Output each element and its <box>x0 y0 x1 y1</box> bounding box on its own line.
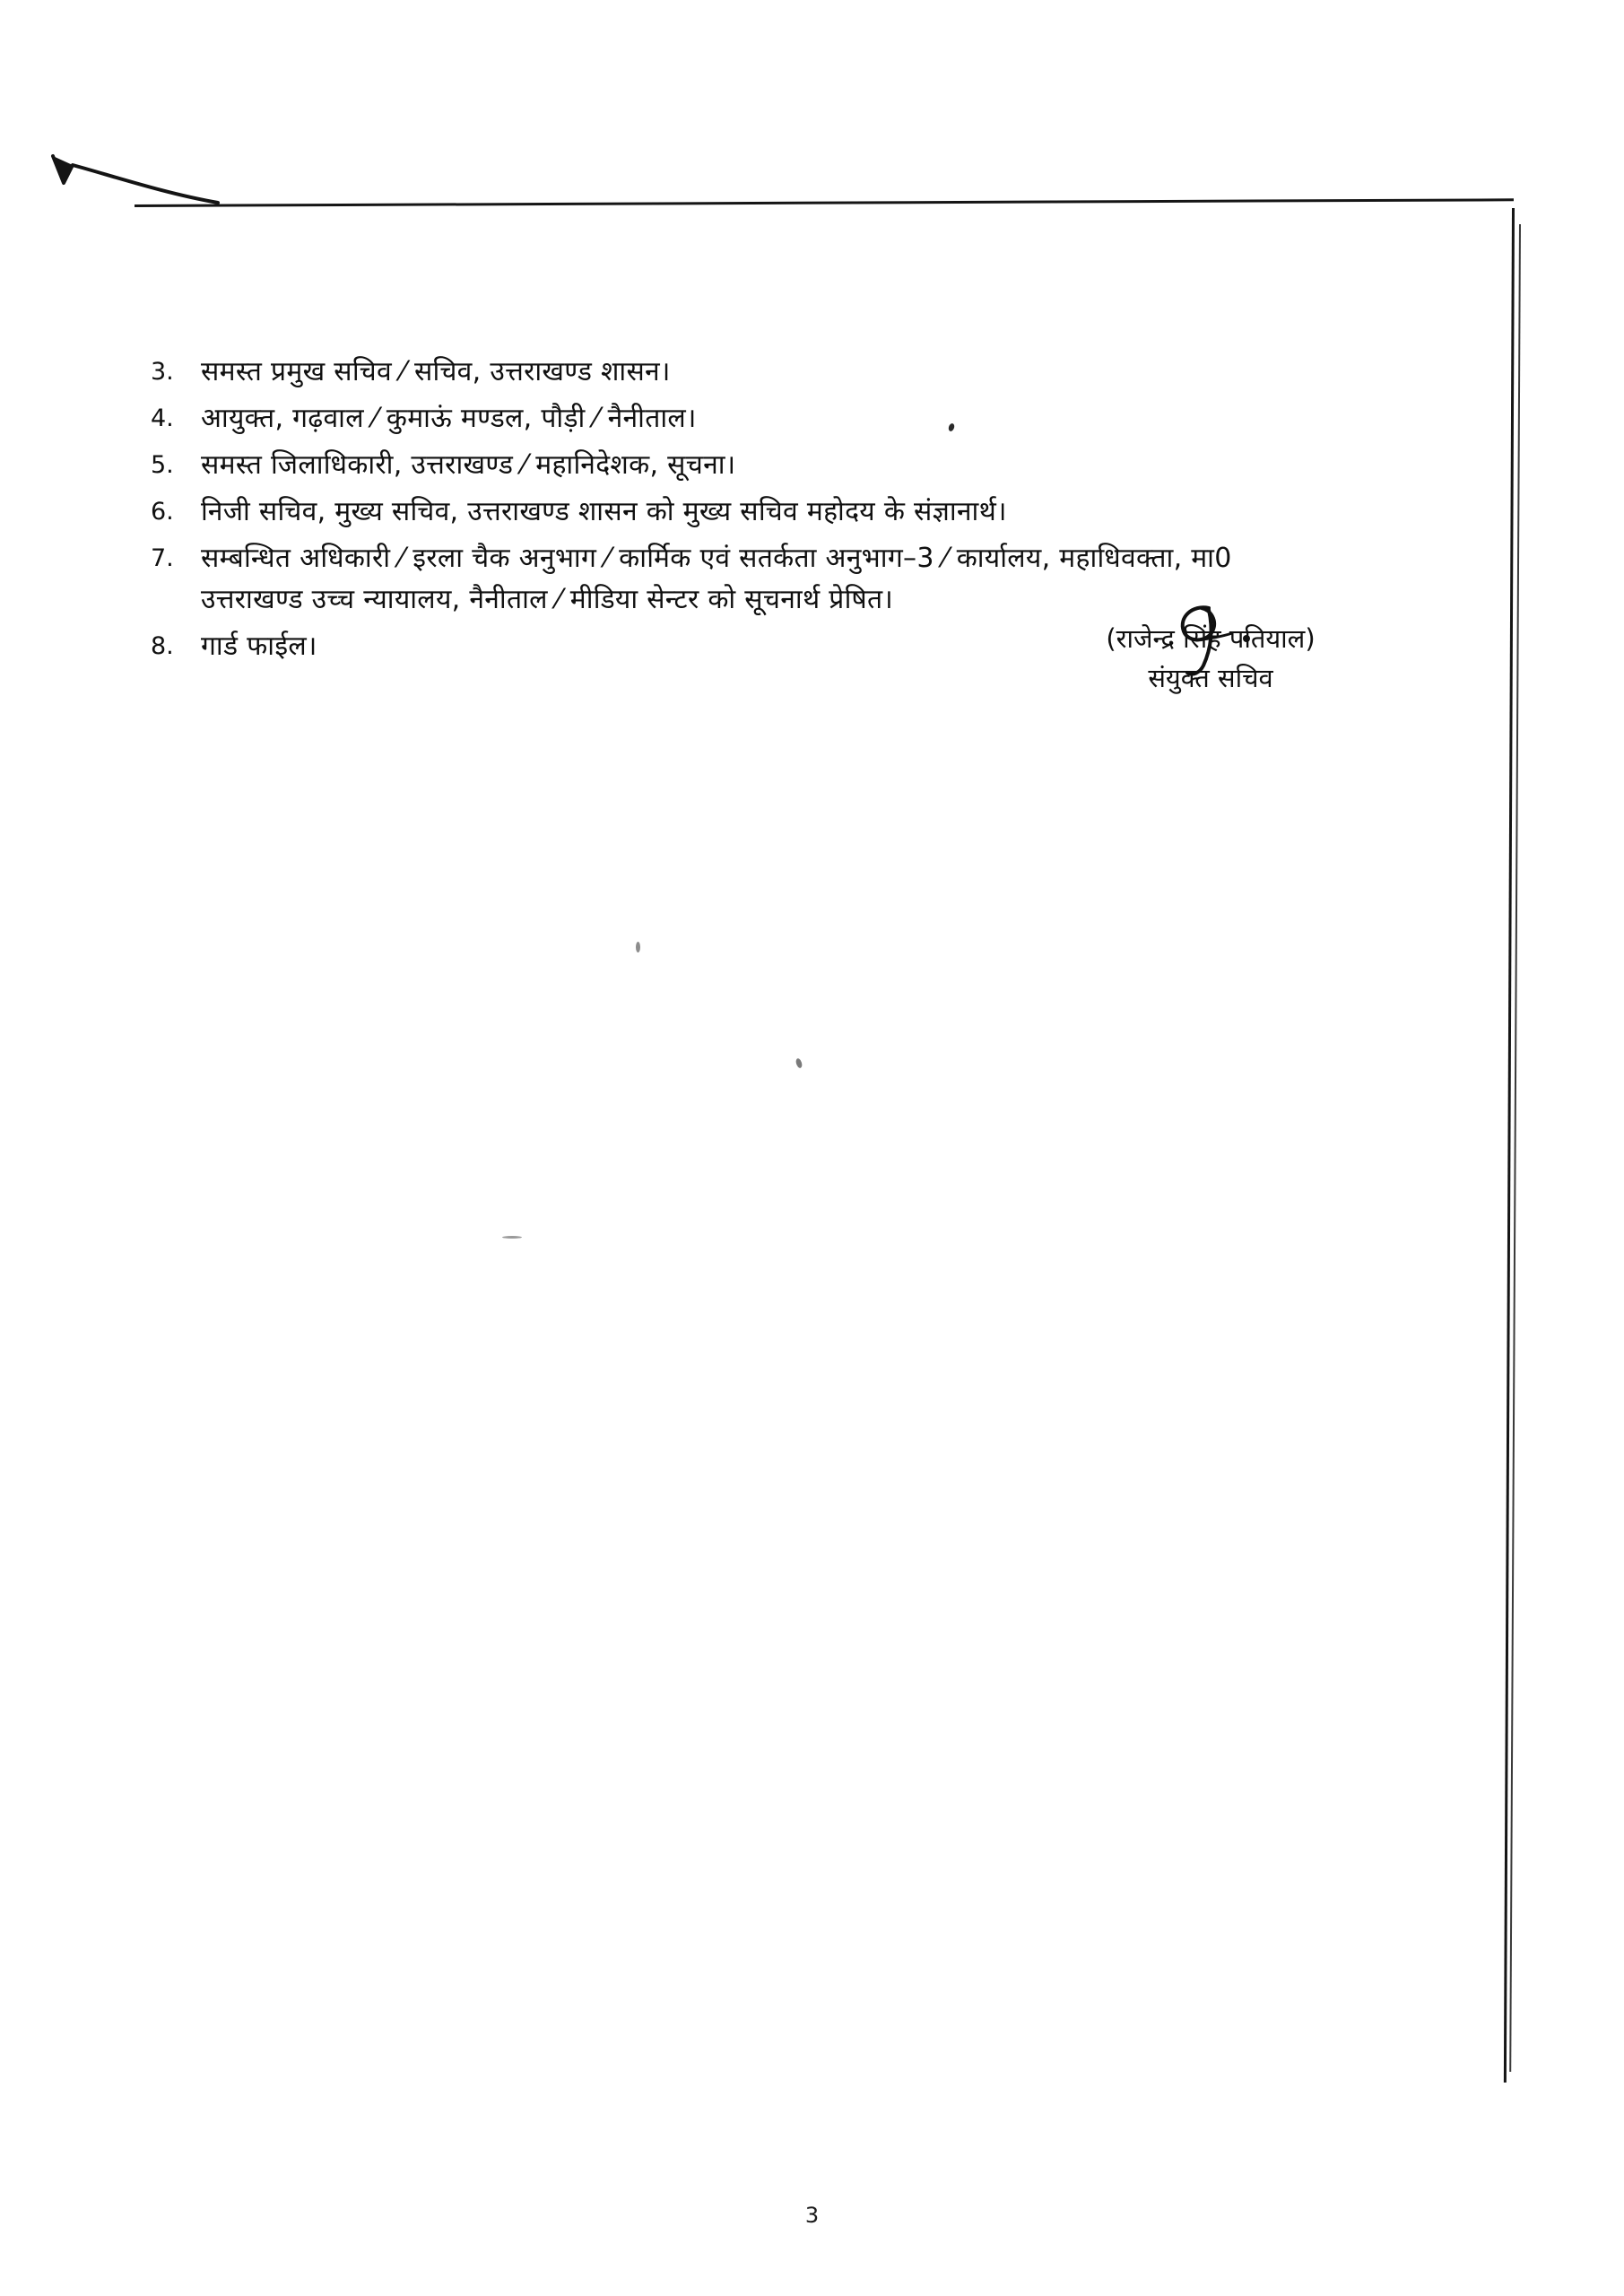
list-item-line: गार्ड फाईल। <box>201 631 317 662</box>
list-item-continuation-line: उत्तराखण्ड उच्च न्यायालय, नैनीताल ⁄ मीडिया सेन्टर को सूचनार्थ प्रेषित। <box>201 584 894 615</box>
list-item-text <box>201 445 1406 486</box>
list-item <box>151 445 1406 486</box>
list-item <box>151 491 1406 533</box>
list-item-text <box>201 398 1406 439</box>
list-item-number: 6. <box>151 498 174 526</box>
list-item-text <box>201 491 1406 533</box>
scan-artifact-speck <box>502 1236 522 1239</box>
list-item-line: सम्बन्धित अधिकारी ⁄ इरला चैक अनुभाग ⁄ कार्मिक एवं सतर्कता अनुभाग–3 ⁄ कार्यालय, महाधिवक्ता, मा0 <box>201 543 1232 574</box>
list-item-line: समस्त जिलाधिकारी, उत्तराखण्ड ⁄ महानिदेशक, सूचना। <box>201 449 736 481</box>
list-item-line: आयुक्त, गढ़वाल ⁄ कुमाऊं मण्डल, पौड़ी ⁄ नैनीताल। <box>201 403 697 434</box>
list-item-number: 5. <box>151 451 174 479</box>
signature-block <box>1022 619 1399 698</box>
list-item-line: समस्त प्रमुख सचिव ⁄ सचिव, उत्तराखण्ड शासन। <box>201 356 671 387</box>
page-corner-curl-mark <box>49 152 220 206</box>
list-item-number: 4. <box>151 404 174 432</box>
page-border-top <box>135 198 1514 207</box>
page-number: 3 <box>804 2203 820 2228</box>
scan-artifact-speck <box>636 942 640 952</box>
scan-artifact-speck <box>795 1057 803 1068</box>
list-item-number: 3. <box>151 358 174 386</box>
list-item-text <box>201 352 1406 393</box>
page-border-right <box>1504 208 1515 2083</box>
list-item-line: निजी सचिव, मुख्य सचिव, उत्तराखण्ड शासन को मुख्य सचिव महोदय के संज्ञानार्थ। <box>201 496 1007 527</box>
list-item-number: 7. <box>151 544 174 572</box>
list-item-number: 8. <box>151 632 174 660</box>
list-item <box>151 398 1406 439</box>
signatory-name: (राजेन्द्र सिंह पतियाल) <box>1106 623 1316 654</box>
page-left-margin <box>0 0 56 2296</box>
list-item <box>151 352 1406 393</box>
signatory-designation: संयुक्त सचिव <box>1148 663 1273 693</box>
